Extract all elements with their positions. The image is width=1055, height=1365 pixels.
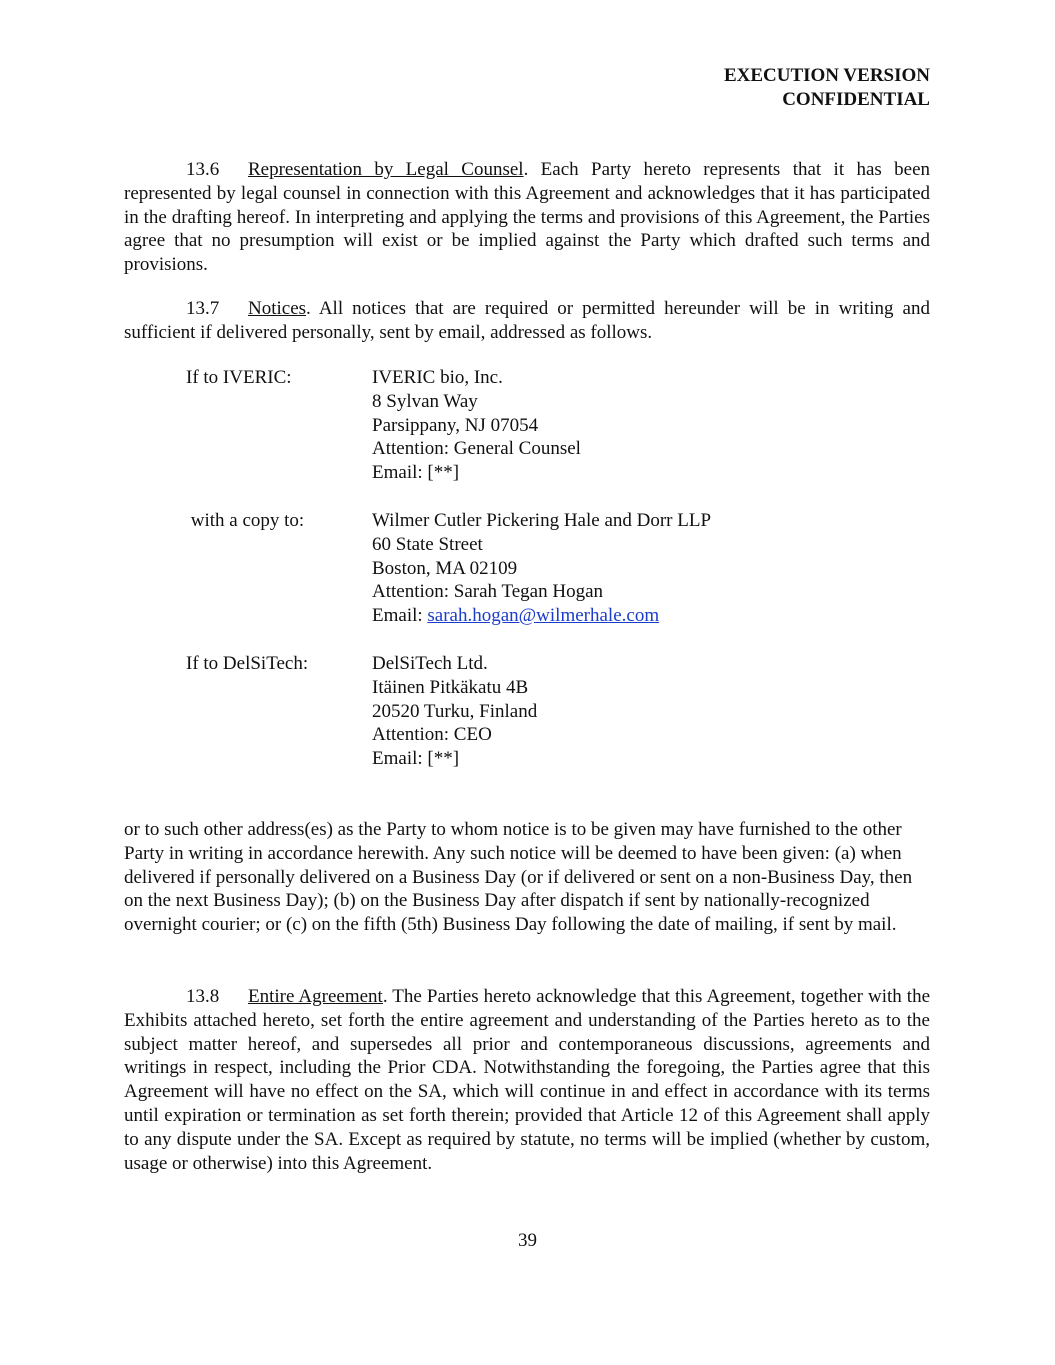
section-heading: Representation by Legal Counsel	[248, 159, 524, 180]
execution-version-label: EXECUTION VERSION	[723, 65, 930, 86]
section-13-8	[124, 985, 930, 1175]
section-body: . The Parties hereto acknowledge that this Agreement, together with the Exhibits attached hereto, set forth the entire agreement and understanding of the Parties hereto as to the subject matter hereof, and supersedes all prior and contemporaneous discussions, agreements and writings in respect, including the Prior CDA. Notwithstanding the foregoing, the Parties agree that this Agreement will have no effect on the SA, which will continue in and effect in accordance with its terms until expiration or termination as set forth therein; provided that Article 12 of this Agreement shall apply to any dispute under the SA. Except as required by statute, no terms will be implied (whether by custom, usage or otherwise) into this Agreement.	[124, 986, 931, 1174]
section-body: . All notices that are required or permitted hereunder will be in writing and sufficient if delivered personally, sent by email, addressed as follows.	[124, 298, 930, 343]
address-city: Boston, MA 02109	[372, 557, 518, 579]
confidential-label: CONFIDENTIAL	[782, 89, 930, 110]
document-header	[724, 64, 930, 112]
notice-addresses	[124, 366, 930, 771]
address-attention: Attention: CEO	[372, 724, 492, 746]
address-name: Wilmer Cutler Pickering Hale and Dorr LLP	[372, 509, 712, 531]
section-13-7	[124, 297, 930, 345]
address-name: DelSiTech Ltd.	[372, 652, 488, 674]
address-email	[372, 604, 930, 628]
notice-tail-paragraph: or to such other address(es) as the Party to whom notice is to be given may have furnished to the other Party in writing in accordance herewith. Any such notice will be deemed to have been given: (a) when delivered if personally delivered on a Business Day (or if delivered or sent on a non-Business Day, then on the next Business Day); (b) on the Business Day after dispatch if sent by nationally-recognized overnight courier; or (c) on the fifth (5th) Business Day following the date of mailing, if sent by mail.	[124, 819, 913, 936]
address-street: 8 Sylvan Way	[372, 390, 478, 412]
page-number: 39	[518, 1230, 537, 1251]
address-street: 60 State Street	[372, 533, 483, 555]
address-attention: Attention: Sarah Tegan Hogan	[372, 581, 604, 603]
address-label: If to IVERIC:	[186, 367, 292, 388]
section-number: 13.6	[186, 159, 220, 180]
address-city: 20520 Turku, Finland	[372, 700, 538, 722]
address-block-copy	[124, 509, 930, 628]
address-name: IVERIC bio, Inc.	[372, 367, 503, 388]
section-number: 13.8	[186, 986, 220, 1007]
address-block-iveric	[124, 366, 930, 485]
address-attention: Attention: General Counsel	[372, 438, 581, 460]
address-label: with a copy to:	[186, 509, 305, 531]
email-link[interactable]: sarah.hogan@wilmerhale.com	[427, 605, 660, 627]
email-prefix: Email:	[372, 605, 428, 627]
address-email: Email: [**]	[372, 462, 460, 484]
section-13-6	[124, 158, 930, 277]
address-city: Parsippany, NJ 07054	[372, 414, 539, 436]
section-heading: Entire Agreement	[248, 986, 383, 1007]
section-number: 13.7	[186, 298, 220, 319]
section-heading: Notices	[248, 298, 307, 319]
section-body: . Each Party hereto represents that it has been represented by legal counsel in connection with this Agreement and acknowledges that it has participated in the drafting hereof. In interpreting and applying the terms and provisions of this Agreement, the Parties agree that no presumption will exist or be implied against the Party which drafted such terms and provisions.	[124, 159, 931, 276]
address-email: Email: [**]	[372, 748, 460, 770]
address-street: Itäinen Pitkäkatu 4B	[372, 676, 529, 698]
address-label: If to DelSiTech:	[186, 652, 309, 674]
address-block-delsitech	[124, 652, 930, 771]
